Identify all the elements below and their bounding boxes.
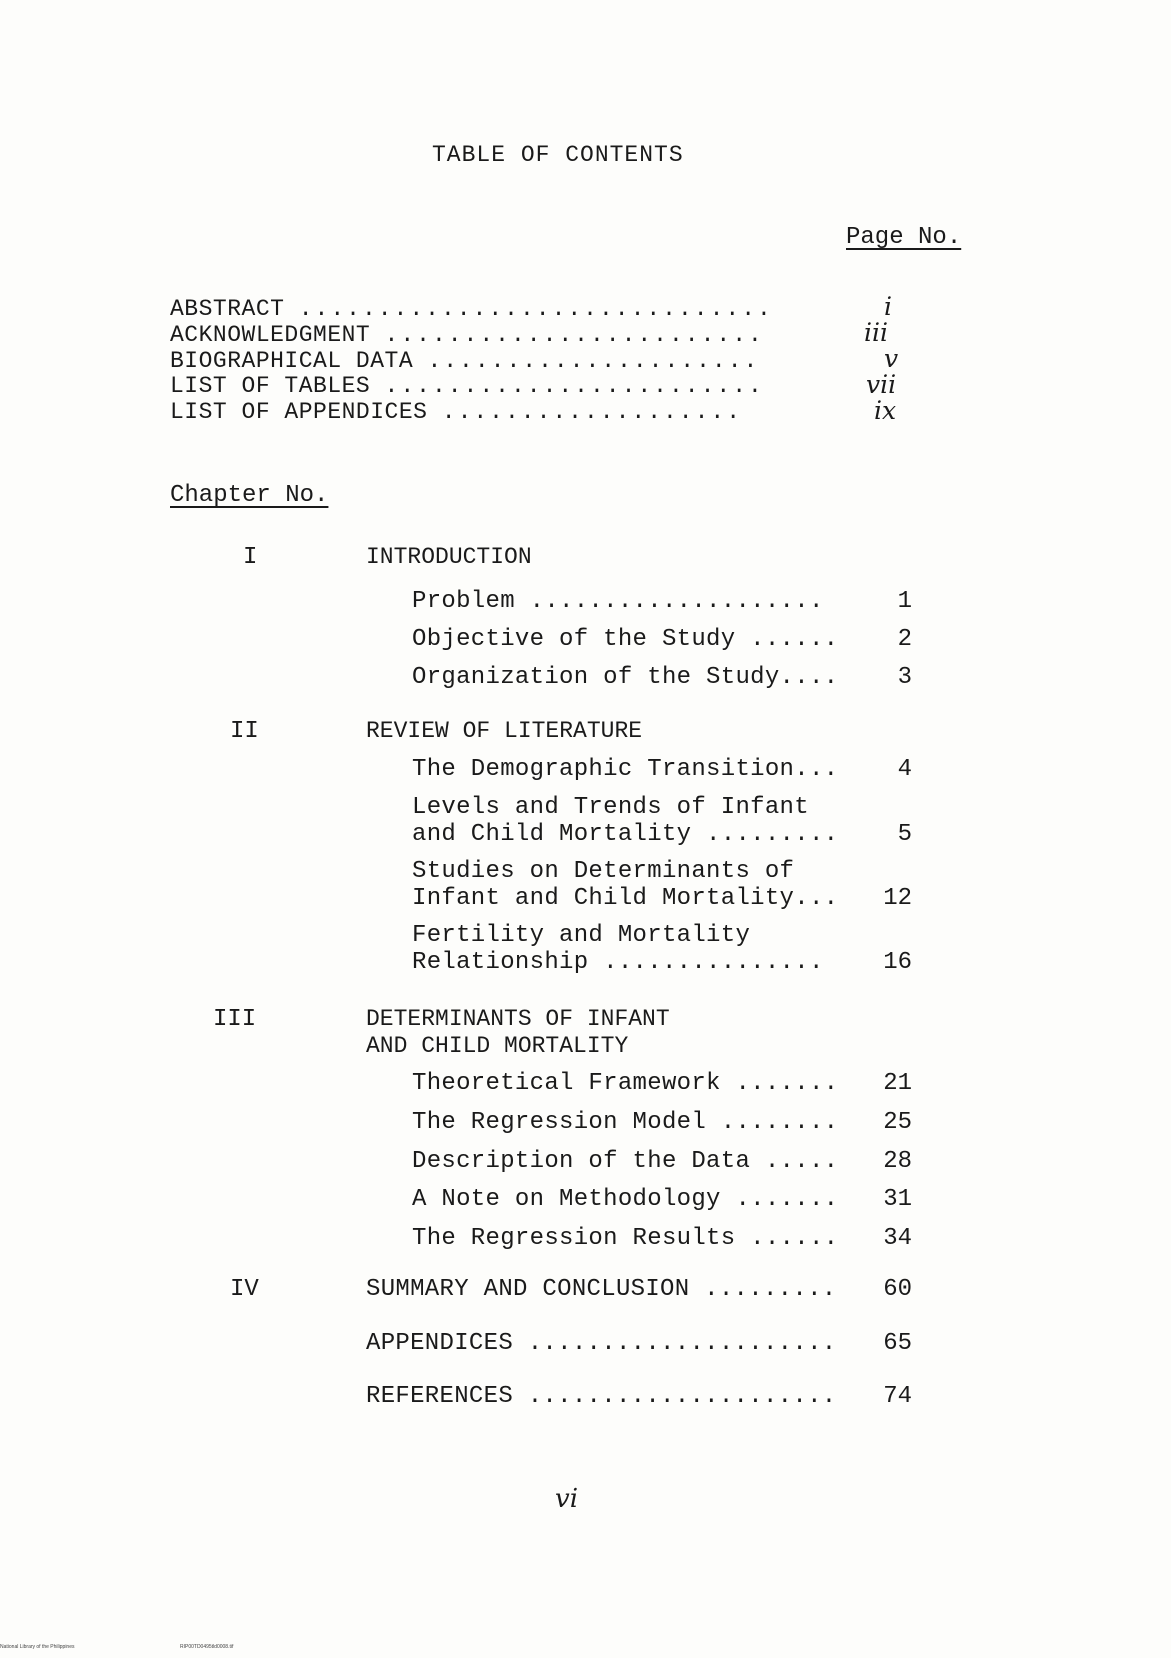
section-page: 21	[883, 1070, 912, 1097]
section-page: 31	[883, 1186, 912, 1213]
toc-label: ABSTRACT	[170, 296, 285, 322]
chapter-number: III	[213, 1006, 257, 1033]
section-entry: A Note on Methodology .......	[412, 1186, 839, 1213]
section-page: 28	[883, 1148, 912, 1175]
section-page: 60	[883, 1276, 912, 1303]
section-page: 65	[883, 1330, 912, 1357]
toc-entry-list-of-tables	[170, 373, 764, 399]
toc-entry-acknowledgment	[170, 322, 764, 348]
section-page: 12	[883, 885, 912, 912]
toc-leader: ..............................	[298, 296, 773, 322]
section-page: 3	[897, 664, 912, 691]
toc-page: ix	[874, 396, 897, 425]
toc-page: vii	[866, 370, 897, 399]
section-entry: Problem ....................	[412, 588, 824, 615]
toc-page: v	[884, 344, 899, 373]
section-page: 4	[897, 756, 912, 783]
section-page: 16	[883, 949, 912, 976]
footer-page-number: vi	[555, 1484, 579, 1514]
toc-entry-references: REFERENCES .....................	[366, 1383, 837, 1410]
toc-label: LIST OF APPENDICES	[170, 399, 428, 425]
section-page: 25	[883, 1109, 912, 1136]
section-page: 34	[883, 1225, 912, 1252]
chapter-title: DETERMINANTS OF INFANT AND CHILD MORTALITY	[366, 1006, 670, 1059]
section-entry: Levels and Trends of Infant and Child Mortality .........	[412, 794, 839, 848]
section-entry: Organization of the Study....	[412, 664, 839, 691]
chapter-number: I	[243, 544, 258, 571]
chapter-title: INTRODUCTION	[366, 544, 532, 570]
toc-entry-appendices: APPENDICES .....................	[366, 1330, 837, 1357]
library-stamp: National Library of the Philippines	[0, 1644, 75, 1650]
chapter-title: REVIEW OF LITERATURE	[366, 718, 643, 744]
chapter-no-header: Chapter No.	[170, 482, 329, 509]
section-entry: Objective of the Study ......	[412, 626, 839, 653]
section-page: 1	[897, 588, 912, 615]
section-page: 74	[883, 1383, 912, 1410]
chapter-title: SUMMARY AND CONCLUSION .........	[366, 1276, 837, 1303]
section-page: 5	[897, 821, 912, 848]
section-entry: The Regression Model ........	[412, 1109, 839, 1136]
toc-label: BIOGRAPHICAL DATA	[170, 348, 414, 374]
toc-leader: ........................	[384, 373, 764, 399]
toc-page: iii	[864, 318, 888, 347]
chapter-number: II	[230, 718, 259, 745]
toc-page: i	[884, 292, 892, 321]
section-entry: The Regression Results ......	[412, 1225, 839, 1252]
section-entry: Description of the Data .....	[412, 1148, 839, 1175]
section-entry: The Demographic Transition...	[412, 756, 839, 783]
section-entry: Theoretical Framework .......	[412, 1070, 839, 1097]
toc-entry-biographical-data	[170, 348, 759, 374]
toc-entry-abstract	[170, 296, 773, 322]
toc-label: ACKNOWLEDGMENT	[170, 322, 371, 348]
chapter-number: IV	[230, 1276, 259, 1303]
section-entry: Fertility and Mortality Relationship ...............	[412, 922, 824, 976]
library-code: RIP00TD0495tld0008.tif	[180, 1644, 234, 1650]
section-entry: Studies on Determinants of Infant and Child Mortality...	[412, 858, 839, 912]
section-page: 2	[897, 626, 912, 653]
toc-leader: ........................	[384, 322, 764, 348]
page-title: TABLE OF CONTENTS	[432, 142, 684, 168]
page-no-header: Page No.	[846, 224, 962, 251]
toc-label: LIST OF TABLES	[170, 373, 371, 399]
toc-leader: .....................	[427, 348, 760, 374]
toc-entry-list-of-appendices	[170, 399, 742, 425]
toc-leader: ...................	[441, 399, 743, 425]
